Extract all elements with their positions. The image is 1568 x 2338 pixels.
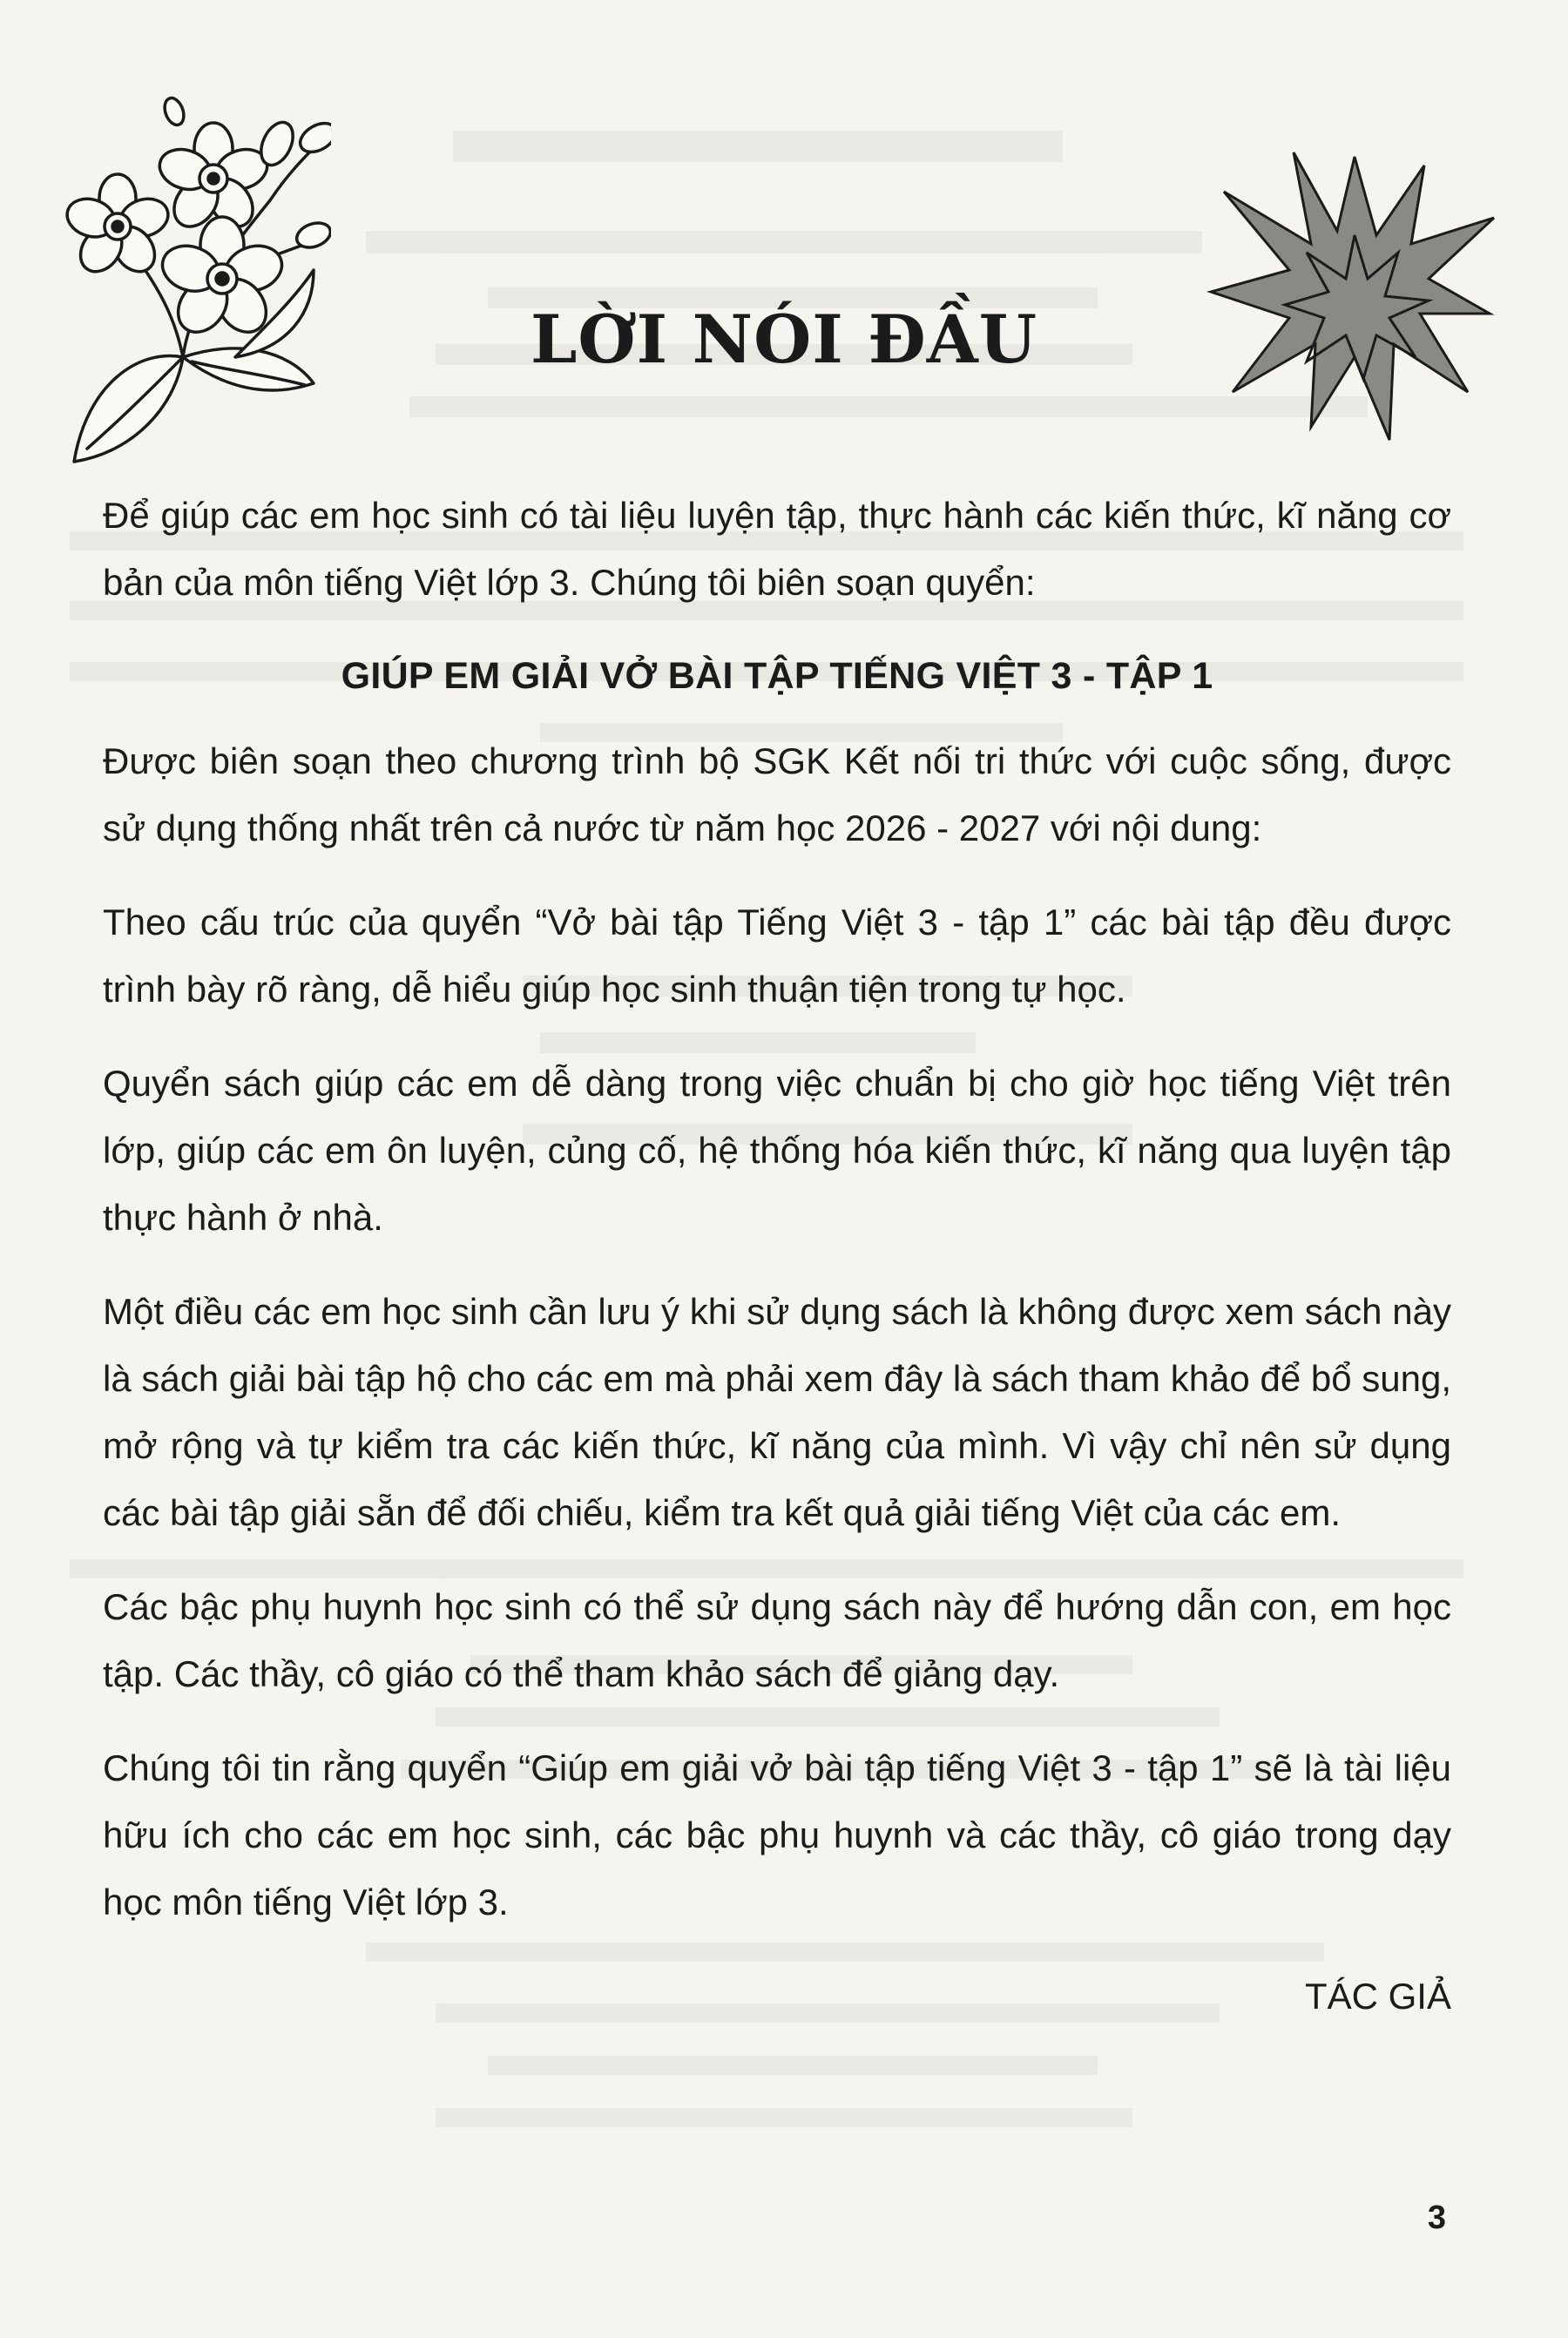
paragraph-curriculum: Được biên soạn theo chương trình bộ SGK Kết nối tri thức với cuộc sống, được sử dụng thống nhất trên cả nước từ năm học 2026 - 2027 với nội dung: — [103, 740, 1451, 848]
starburst-icon — [1206, 139, 1498, 449]
paragraph-note: Một điều các em học sinh cần lưu ý khi sử dụng sách là không được xem sách này là sách giải bài tập hộ cho các em mà phải xem đây là sách tham khảo để bổ sung, mở rộng và tự kiểm tra các kiến thức, kĩ năng của mình. Vì vậy chỉ nên sử dụng các bài tập giải sẵn để đối chiếu, kiểm tra kết quả giải tiếng Việt của các em. — [103, 1291, 1451, 1533]
body-text — [103, 482, 1451, 2057]
paragraph-benefits: Quyển sách giúp các em dễ dàng trong việc chuẩn bị cho giờ học tiếng Việt trên lớp, giúp các em ôn luyện, củng cố, hệ thống hóa kiến thức, kĩ năng qua luyện tập thực hành ở nhà. — [103, 1063, 1451, 1238]
book-title: GIÚP EM GIẢI VỞ BÀI TẬP TIẾNG VIỆT 3 - TẬP 1 — [341, 655, 1213, 697]
page-number: 3 — [1427, 2199, 1446, 2236]
page-title: LỜI NÓI ĐẦU — [530, 301, 1037, 378]
paragraph-intro: Để giúp các em học sinh có tài liệu luyện tập, thực hành các kiến thức, kĩ năng cơ bản của môn tiếng Việt lớp 3. Chúng tôi biên soạn quyển: — [103, 495, 1451, 603]
paragraph-closing: Chúng tôi tin rằng quyển “Giúp em giải vở bài tập tiếng Việt 3 - tập 1” sẽ là tài liệu hữu ích cho các em học sinh, các bậc phụ huynh và các thầy, cô giáo trong dạy học môn tiếng Việt lớp 3. — [103, 1747, 1451, 1922]
paragraph-structure: Theo cấu trúc của quyển “Vở bài tập Tiếng Việt 3 - tập 1” các bài tập đều được trình bày rõ ràng, dễ hiểu giúp học sinh thuận tiện trong tự học. — [103, 902, 1451, 1010]
paragraph-parents: Các bậc phụ huynh học sinh có thể sử dụng sách này để hướng dẫn con, em học tập. Các thầy, cô giáo có thể tham khảo sách để giảng dạy. — [103, 1586, 1451, 1694]
author-signature: TÁC GIẢ — [1304, 1976, 1451, 2017]
flower-icon — [52, 96, 331, 470]
